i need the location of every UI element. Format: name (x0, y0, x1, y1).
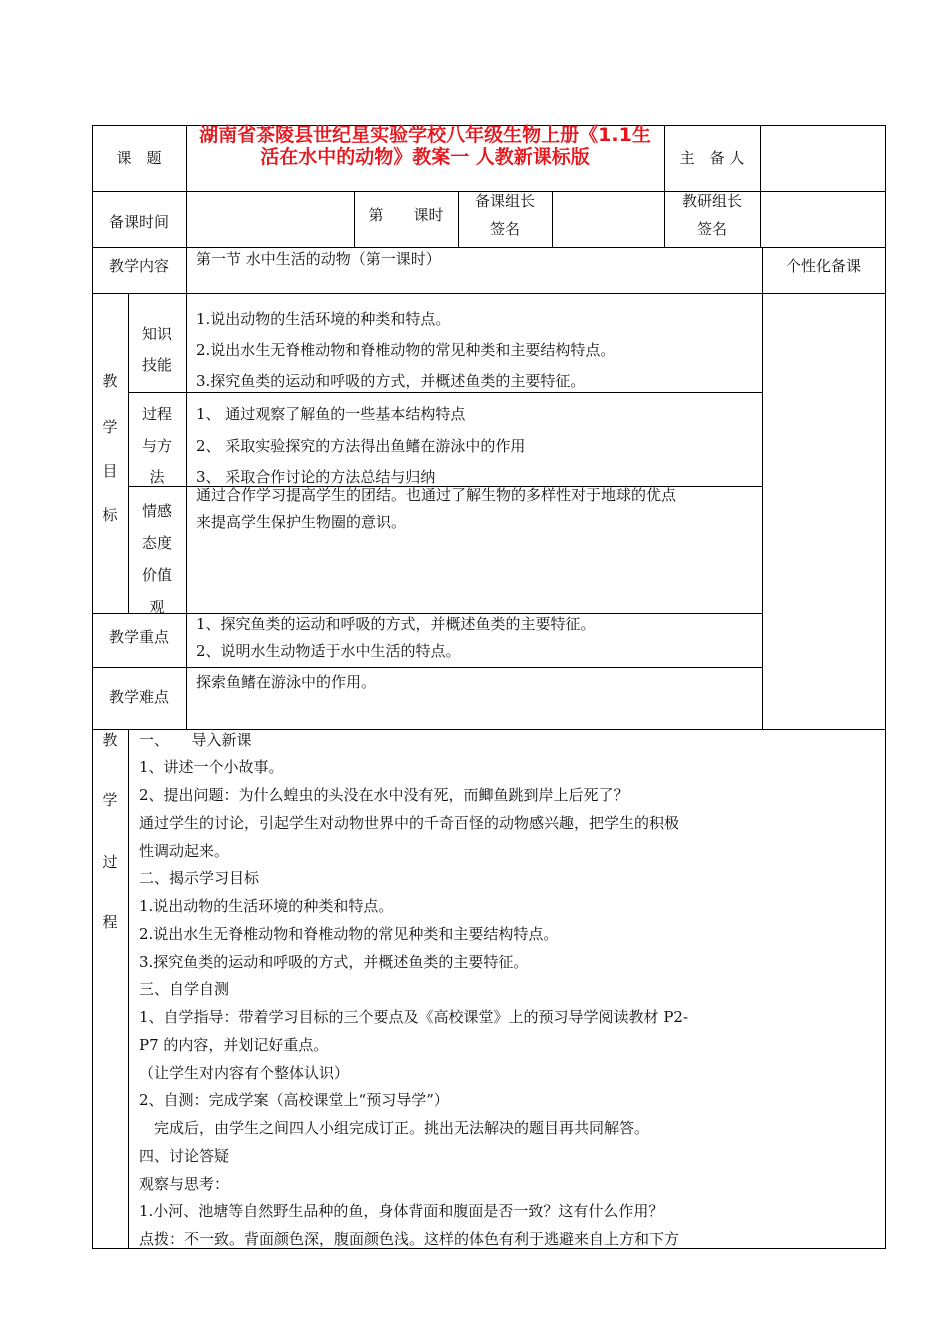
rule (92, 613, 762, 614)
process-line: P7 的内容，并划记好重点。 (139, 1036, 329, 1054)
goals-label-char: 学 (102, 418, 118, 436)
process-line: 2、自测：完成学案（高校课堂上“预习导学”） (139, 1091, 449, 1109)
rule (762, 247, 763, 729)
emotion-label: 观 (149, 598, 165, 616)
knowledge-item: 3.探究鱼类的运动和呼吸的方式，并概述鱼类的主要特征。 (196, 372, 586, 390)
process-line: 3.探究鱼类的运动和呼吸的方式，并概述鱼类的主要特征。 (139, 953, 529, 971)
process-method-item: 3、 采取合作讨论的方法总结与归纳 (196, 468, 436, 486)
lesson-number-label: 第 课时 (368, 206, 444, 224)
emotion-label: 价值 (141, 566, 172, 584)
process-line: 完成后，由学生之间四人小组完成订正。挑出无法解决的题目再共同解答。 (139, 1119, 650, 1137)
knowledge-item: 2.说出水生无脊椎动物和脊椎动物的常见种类和主要结构特点。 (196, 341, 616, 359)
process-label-char: 程 (102, 913, 118, 931)
knowledge-label: 知识 (141, 325, 172, 343)
title-label: 课 题 (116, 149, 162, 167)
process-line: （让学生对内容有个整体认识） (139, 1064, 350, 1082)
rule (128, 392, 762, 393)
process-line: 二、揭示学习目标 (139, 869, 260, 887)
process-method-label: 与方 (141, 437, 172, 455)
knowledge-label: 技能 (141, 356, 172, 374)
emotion-label: 态度 (141, 534, 172, 552)
rule (92, 729, 886, 730)
content-value: 第一节 水中生活的动物（第一课时） (196, 250, 441, 268)
rule (760, 125, 761, 247)
key-point-item: 2、说明水生动物适于水中生活的特点。 (196, 642, 461, 660)
document-title: 湖南省茶陵县世纪星实验学校八年级生物上册《1.1生活在水中的动物》教案一 人教新课标版 (199, 124, 651, 168)
process-line: 2.说出水生无脊椎动物和脊椎动物的常见种类和主要结构特点。 (139, 925, 559, 943)
emotion-label: 情感 (141, 502, 172, 520)
key-point-item: 1、探究鱼类的运动和呼吸的方式，并概述鱼类的主要特征。 (196, 615, 596, 633)
rule (186, 125, 187, 293)
research-leader-label: 教研组长 (681, 192, 742, 210)
process-line: 1.小河、池塘等自然野生品种的鱼，身体背面和腹面是否一致？这有什么作用？ (139, 1202, 664, 1220)
rule (92, 247, 886, 248)
research-leader-sign-label: 签名 (696, 220, 727, 238)
rule (92, 1248, 886, 1249)
personalized-prep-label: 个性化备课 (785, 257, 861, 275)
knowledge-item: 1.说出动物的生活环境的种类和特点。 (196, 310, 451, 328)
process-line: 性调动起来。 (139, 842, 230, 860)
group-leader-sign-label: 签名 (489, 220, 520, 238)
process-line: 通过学生的讨论，引起学生对动物世界中的千奇百怪的动物感兴趣，把学生的积极 (139, 814, 680, 832)
process-label-char: 过 (102, 853, 118, 871)
difficulty-value: 探索鱼鳍在游泳中的作用。 (196, 673, 377, 691)
prep-time-label: 备课时间 (108, 213, 169, 231)
process-line: 1、自学指导：带着学习目标的三个要点及《高校课堂》上的预习导学阅读教材 P2- (139, 1008, 689, 1026)
process-line: 1.说出动物的生活环境的种类和特点。 (139, 897, 394, 915)
key-points-label: 教学重点 (108, 628, 169, 646)
content-label: 教学内容 (108, 257, 169, 275)
rule (885, 125, 886, 1249)
rule (92, 125, 93, 1249)
process-line: 观察与思考： (139, 1175, 230, 1193)
process-method-label: 法 (149, 468, 165, 486)
process-line: 点拨：不一致。背面颜色深，腹面颜色浅。这样的体色有利于逃避来自上方和下方 (139, 1230, 680, 1248)
difficulty-label: 教学难点 (108, 688, 169, 706)
process-line: 一、 导入新课 (139, 731, 252, 749)
process-label-char: 学 (102, 791, 118, 809)
rule (92, 293, 886, 294)
rule (552, 191, 553, 247)
group-leader-label: 备课组长 (474, 192, 535, 210)
process-line: 三、自学自测 (139, 980, 230, 998)
process-method-item: 2、 采取实验探究的方法得出鱼鳍在游泳中的作用 (196, 437, 526, 455)
process-line: 四、讨论答疑 (139, 1147, 230, 1165)
process-method-label: 过程 (141, 405, 172, 423)
goals-label-char: 教 (102, 372, 118, 390)
process-line: 1、讲述一个小故事。 (139, 758, 284, 776)
rule (128, 729, 129, 1248)
preparer-label: 主 备 人 (679, 149, 745, 167)
goals-label-char: 标 (102, 506, 118, 524)
process-method-item: 1、 通过观察了解鱼的一些基本结构特点 (196, 405, 466, 423)
goals-label-char: 目 (102, 462, 118, 480)
rule (186, 293, 187, 729)
rule (92, 667, 762, 668)
emotion-text: 通过合作学习提高学生的团结。也通过了解生物的多样性对于地球的优点 (196, 486, 677, 504)
process-line: 2、提出问题：为什么蝗虫的头没在水中没有死，而鲫鱼跳到岸上后死了？ (139, 786, 629, 804)
process-label-char: 教 (102, 731, 118, 749)
emotion-text: 来提高学生保护生物圈的意识。 (196, 513, 407, 531)
